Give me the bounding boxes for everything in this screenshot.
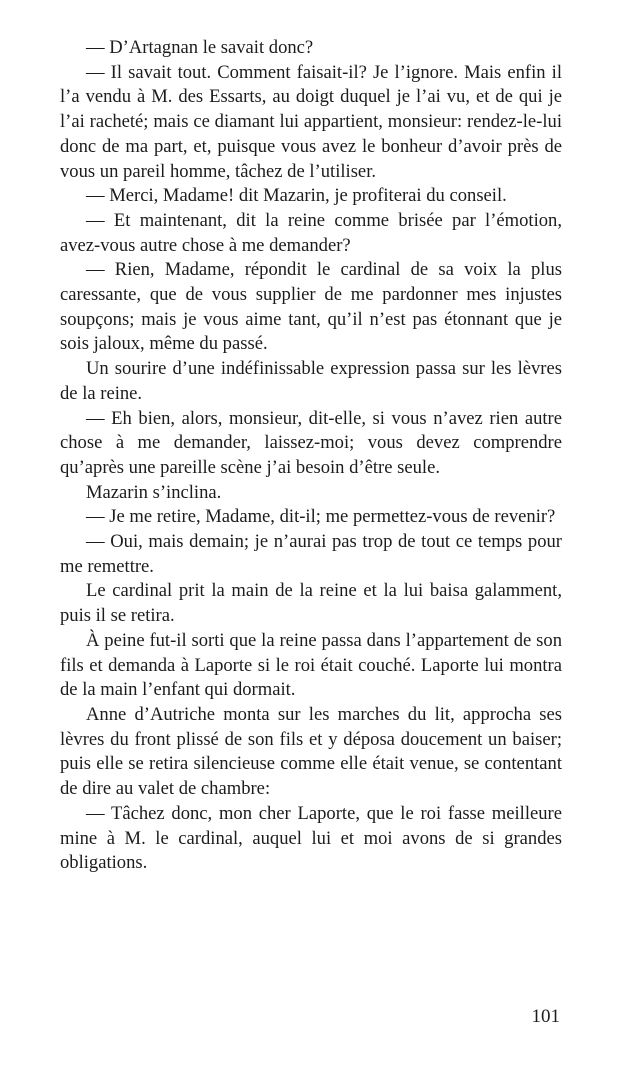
paragraph: — Tâchez donc, mon cher Laporte, que le roi fasse meilleure mine à M. le cardinal, auquel lui et moi avons de si grandes obligations. <box>60 802 562 874</box>
paragraph: Mazarin s’inclina. <box>86 481 222 503</box>
paragraph: — Et maintenant, dit la reine comme brisée par l’émotion, avez-vous autre chose à me demander? <box>60 209 562 256</box>
body-text <box>60 36 562 876</box>
paragraph: À peine fut-il sorti que la reine passa dans l’appartement de son fils et demanda à Laporte si le roi était couché. Laporte lui montra de la main l’enfant qui dormait. <box>60 629 562 701</box>
page-number: 101 <box>531 1006 560 1027</box>
paragraph: — Je me retire, Madame, dit-il; me permettez-vous de revenir? <box>86 506 556 528</box>
paragraph: — Eh bien, alors, monsieur, dit-elle, si vous n’avez rien autre chose à me demander, laissez-moi; vous devez comprendre qu’après une pareille scène j’ai besoin d’être seule. <box>60 407 562 478</box>
paragraph: — D’Artagnan le savait donc? <box>86 37 314 58</box>
paragraph: — Il savait tout. Comment faisait-il? Je l’ignore. Mais enfin il l’a vendu à M. des Essarts, au doigt duquel je l’ai vu, et de qui je l’ai racheté; mais ce diamant lui appartient, monsieur: rendez-le-lui donc de ma part, et, puisque vous avez le bonheur d’avoir près de vous un pareil homme, tâchez de l’utiliser. <box>60 61 562 182</box>
paragraph: Anne d’Autriche monta sur les marches du lit, approcha ses lèvres du front plissé de son fils et y déposa doucement un baiser; puis elle se retira silencieuse comme elle était venue, se contentant de dire au valet de chambre: <box>60 703 562 800</box>
paragraph: — Oui, mais demain; je n’aurai pas trop de tout ce temps pour me remettre. <box>60 531 562 577</box>
paragraph: Un sourire d’une indéfinissable expression passa sur les lèvres de la reine. <box>60 358 562 404</box>
paragraph: — Rien, Madame, répondit le cardinal de sa voix la plus caressante, que de vous supplier de me pardonner mes injustes soupçons; mais je vous aime tant, qu’il n’est pas étonnant que je sois jaloux, même du passé. <box>60 259 562 355</box>
paragraph: — Merci, Madame! dit Mazarin, je profiterai du conseil. <box>86 185 507 207</box>
paragraph: Le cardinal prit la main de la reine et la lui baisa galamment, puis il se retira. <box>60 580 562 627</box>
